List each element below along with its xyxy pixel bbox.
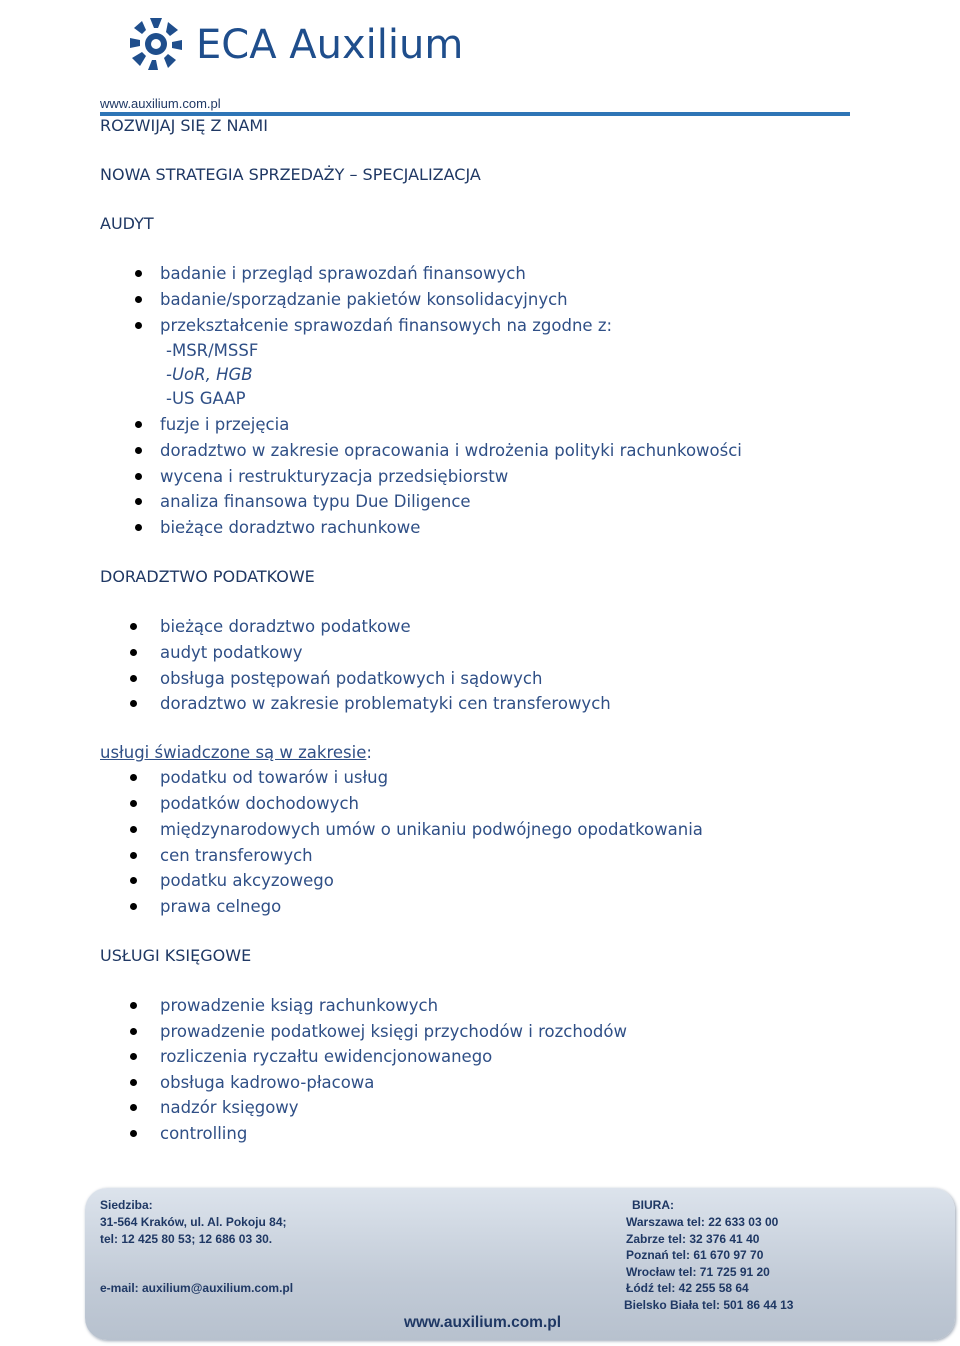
list-item: prawa celnego bbox=[160, 897, 282, 916]
bullet-icon bbox=[130, 700, 137, 707]
list-item: podatku od towarów i usług bbox=[160, 768, 389, 787]
bullet-icon bbox=[135, 473, 142, 480]
bullet-icon bbox=[130, 903, 137, 910]
bullet-icon bbox=[130, 1053, 137, 1060]
footer-hq-address: 31-564 Kraków, ul. Al. Pokoju 84; bbox=[100, 1215, 287, 1229]
footer-office: Warszawa tel: 22 633 03 00 bbox=[626, 1215, 779, 1229]
list-item: rozliczenia ryczałtu ewidencjonowanego bbox=[160, 1047, 493, 1066]
sub-item: -UoR, HGB bbox=[166, 365, 253, 384]
bullet-icon bbox=[130, 1104, 137, 1111]
list-item: bieżące doradztwo rachunkowe bbox=[160, 518, 421, 537]
bullet-icon bbox=[130, 649, 137, 656]
bullet-icon bbox=[130, 800, 137, 807]
footer-office: Zabrze tel: 32 376 41 40 bbox=[626, 1232, 760, 1246]
list-item: prowadzenie podatkowej księgi przychodów i rozchodów bbox=[160, 1022, 627, 1041]
brand-logo-text: ECA Auxilium bbox=[196, 22, 464, 68]
list-item: obsługa postępowań podatkowych i sądowych bbox=[160, 669, 543, 688]
brand-logo bbox=[128, 18, 464, 70]
list-item: przekształcenie sprawozdań finansowych na zgodne z: bbox=[160, 316, 613, 335]
list-item: controlling bbox=[160, 1124, 248, 1143]
bullet-icon bbox=[130, 1002, 137, 1009]
bullet-icon bbox=[130, 1028, 137, 1035]
list-item: fuzje i przejęcia bbox=[160, 415, 290, 434]
footer-url[interactable]: www.auxilium.com.pl bbox=[404, 1314, 562, 1331]
bullet-icon bbox=[135, 421, 142, 428]
bullet-icon bbox=[130, 877, 137, 884]
star-burst-icon bbox=[128, 18, 184, 70]
tax-scope-label bbox=[100, 743, 372, 762]
heading-strategy: NOWA STRATEGIA SPRZEDAŻY – SPECJALIZACJA bbox=[100, 165, 481, 184]
list-item: analiza finansowa typu Due Diligence bbox=[160, 492, 471, 511]
bullet-icon bbox=[130, 826, 137, 833]
bullet-icon bbox=[130, 1079, 137, 1086]
list-item: audyt podatkowy bbox=[160, 643, 303, 662]
heading-accounting: USŁUGI KSIĘGOWE bbox=[100, 946, 252, 965]
heading-tax: DORADZTWO PODATKOWE bbox=[100, 567, 315, 586]
footer-office: Łódź tel: 42 255 58 64 bbox=[626, 1281, 749, 1295]
bullet-icon bbox=[130, 1130, 137, 1137]
header-url[interactable]: www.auxilium.com.pl bbox=[100, 96, 221, 111]
list-item: cen transferowych bbox=[160, 846, 313, 865]
footer-hq-phone: tel: 12 425 80 53; 12 686 03 30. bbox=[100, 1232, 273, 1246]
bullet-icon bbox=[135, 270, 142, 277]
list-item: podatku akcyzowego bbox=[160, 871, 334, 890]
footer-offices-label: BIURA: bbox=[632, 1198, 674, 1212]
tax-scope-colon: : bbox=[366, 743, 372, 762]
list-item: doradztwo w zakresie opracowania i wdrożenia polityki rachunkowości bbox=[160, 441, 742, 460]
bullet-icon bbox=[130, 852, 137, 859]
footer-office: Bielsko Biała tel: 501 86 44 13 bbox=[624, 1298, 794, 1312]
list-item: prowadzenie ksiąg rachunkowych bbox=[160, 996, 439, 1015]
bullet-icon bbox=[135, 447, 142, 454]
bullet-icon bbox=[135, 498, 142, 505]
bullet-icon bbox=[135, 296, 142, 303]
bullet-icon bbox=[130, 623, 137, 630]
list-item: badanie i przegląd sprawozdań finansowych bbox=[160, 264, 526, 283]
bullet-icon bbox=[135, 524, 142, 531]
footer-office: Poznań tel: 61 670 97 70 bbox=[626, 1248, 764, 1262]
list-item: bieżące doradztwo podatkowe bbox=[160, 617, 411, 636]
sub-item: -US GAAP bbox=[166, 389, 246, 408]
tax-scope-label-text: usługi świadczone są w zakresie bbox=[100, 743, 367, 762]
list-item: podatków dochodowych bbox=[160, 794, 359, 813]
bullet-icon bbox=[130, 675, 137, 682]
list-item: nadzór księgowy bbox=[160, 1098, 299, 1117]
list-item: wycena i restrukturyzacja przedsiębiorstw bbox=[160, 467, 509, 486]
bullet-icon bbox=[135, 322, 142, 329]
footer-panel bbox=[85, 1188, 955, 1340]
list-item: międzynarodowych umów o unikaniu podwójnego opodatkowania bbox=[160, 820, 703, 839]
list-item: obsługa kadrowo-płacowa bbox=[160, 1073, 375, 1092]
bullet-icon bbox=[130, 774, 137, 781]
heading-main: ROZWIJAJ SIĘ Z NAMI bbox=[100, 116, 268, 135]
footer-office: Wrocław tel: 71 725 91 20 bbox=[626, 1265, 770, 1279]
footer-hq-label: Siedziba: bbox=[100, 1198, 153, 1212]
footer-email[interactable]: e-mail: auxilium@auxilium.com.pl bbox=[100, 1281, 294, 1295]
list-item: badanie/sporządzanie pakietów konsolidacyjnych bbox=[160, 290, 568, 309]
heading-audit: AUDYT bbox=[100, 214, 154, 233]
sub-item: -MSR/MSSF bbox=[166, 341, 259, 360]
list-item: doradztwo w zakresie problematyki cen transferowych bbox=[160, 694, 611, 713]
